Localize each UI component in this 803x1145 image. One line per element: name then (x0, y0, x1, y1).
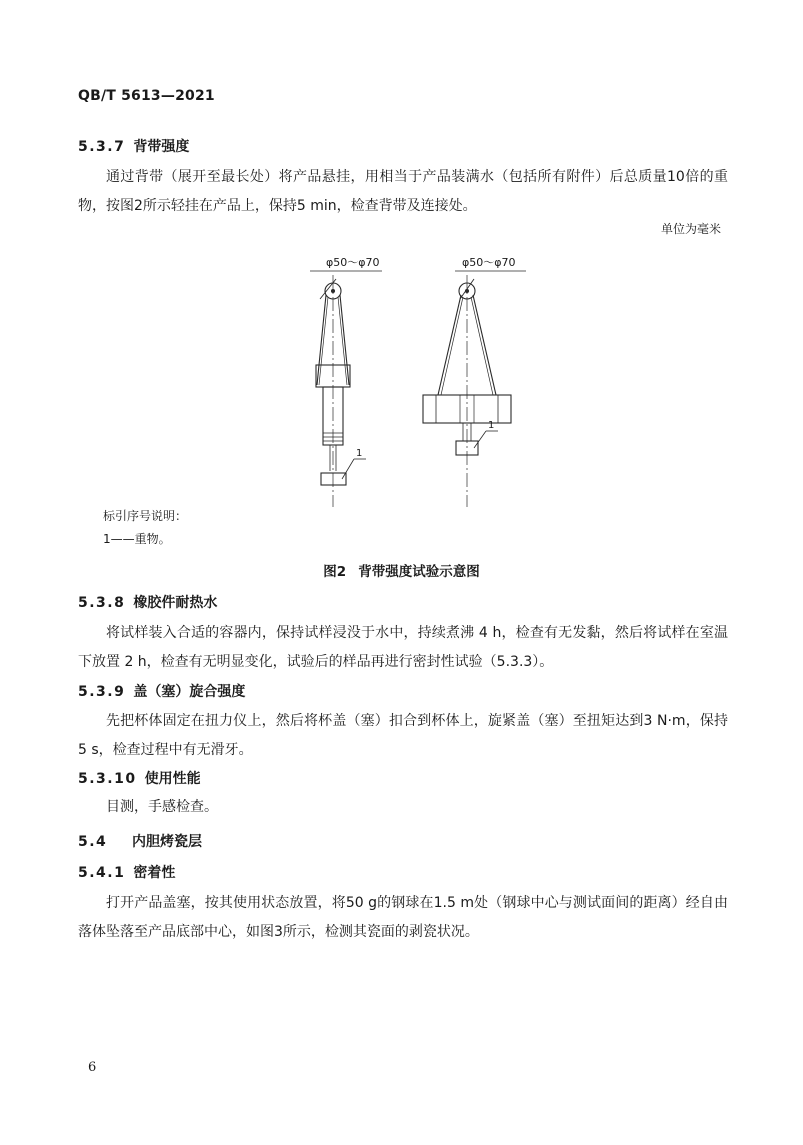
section-title: 橡胶件耐热水 (133, 595, 218, 611)
unit-note: 单位为毫米 (660, 222, 721, 236)
section-heading-5-3-8 (78, 592, 217, 612)
figure-2-drawing (290, 245, 550, 515)
section-title: 盖（塞）旋合强度 (133, 684, 246, 700)
section-title: 内胆烤瓷层 (132, 834, 202, 850)
figure-caption (0, 560, 803, 580)
callout-right: 1 (488, 420, 495, 431)
section-number: 5.3.8 (78, 595, 126, 611)
section-heading-5-4-1 (78, 862, 175, 882)
standard-code: QB/T 5613—2021 (78, 88, 215, 104)
paragraph-5-3-7: 通过背带（展开至最长处）将产品悬挂，用相当于产品装满水（包括所有附件）后总质量10倍的重物，按图2所示轻挂在产品上，保持5 min，检查背带及连接处。 (78, 169, 728, 214)
caption-title: 背带强度试验示意图 (358, 564, 480, 580)
section-number: 5.3.9 (78, 684, 126, 700)
legend-title: 标引序号说明： (103, 509, 188, 523)
section-heading-5-3-10 (78, 768, 201, 788)
section-heading-5-4 (78, 831, 202, 851)
section-number: 5.4.1 (78, 865, 126, 881)
dim-label-left: φ50～φ70 (326, 256, 380, 269)
paragraph-5-4-1: 打开产品盖塞，按其使用状态放置，将50 g的钢球在1.5 m处（钢球中心与测试面间的距离）经自由落体坠落至产品底部中心，如图3所示，检测其瓷面的剥瓷状况。 (78, 895, 728, 940)
section-number: 5.3.7 (78, 139, 126, 155)
right-assembly (423, 271, 526, 507)
section-number: 5.4 (78, 834, 108, 850)
dim-label-right: φ50～φ70 (462, 256, 516, 269)
page-number: 6 (88, 1060, 97, 1075)
paragraph-5-3-8: 将试样装入合适的容器内，保持试样浸没于水中，持续煮沸 4 h，检查有无发黏，然后将试样在室温下放置 2 h，检查有无明显变化，试验后的样品再进行密封性试验（5.3.3）。 (78, 625, 728, 670)
section-number: 5.3.10 (78, 771, 137, 787)
legend-item: 1——重物。 (103, 532, 171, 546)
paragraph-5-3-9: 先把杯体固定在扭力仪上，然后将杯盖（塞）扣合到杯体上，旋紧盖（塞）至扭矩达到3 N·m，保持5 s，检查过程中有无滑牙。 (78, 713, 728, 758)
caption-number: 图2 (323, 564, 347, 580)
section-heading-5-3-9 (78, 681, 245, 701)
section-heading-5-3-7 (78, 136, 189, 156)
callout-left: 1 (356, 448, 363, 459)
section-title: 背带强度 (133, 139, 190, 155)
section-title: 使用性能 (144, 771, 201, 787)
paragraph-5-3-10: 目测，手感检查。 (106, 799, 218, 815)
section-title: 密着性 (133, 865, 176, 881)
left-assembly (310, 271, 382, 507)
